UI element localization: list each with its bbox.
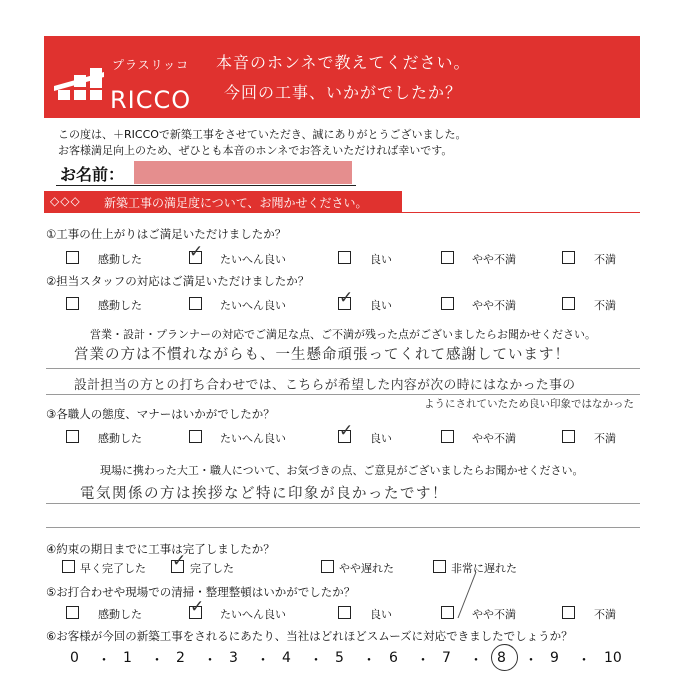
q3-checkbox-4[interactable] — [441, 430, 454, 443]
scale-separator: ・ — [362, 653, 376, 669]
q2-option-2: たいへん良い — [220, 299, 286, 312]
header-banner — [44, 36, 640, 118]
q2-check-mark: ✓ — [339, 288, 354, 308]
scale-separator: ・ — [150, 653, 164, 669]
q1-checkbox-1[interactable] — [66, 251, 79, 264]
q2-option-5: 不満 — [594, 299, 616, 312]
q3-handwritten-line-1: 電気関係の方は挨拶など特に印象が良かったです！ — [80, 486, 448, 502]
q1-option-1: 感動した — [98, 253, 142, 266]
q3-comment-prompt: 現場に携わった大工・職人について、お気づきの点、ご意見がございましたらお聞かせください。 — [100, 464, 584, 477]
section-title: 新築工事の満足度について、お聞かせください。 — [104, 196, 368, 210]
q5-checkbox-1[interactable] — [66, 606, 79, 619]
scale-value-3[interactable]: 3 — [229, 650, 238, 666]
question-3: ③各職人の態度、マナーはいかがでしたか？ — [46, 407, 275, 421]
question-6: ⑥お客様が今回の新築工事をされるにあたり、当社はどれほどスムーズに対応できましたでしょうか？ — [46, 629, 573, 643]
q4-option-4: 非常に遅れた — [451, 562, 517, 575]
name-label: お名前： — [60, 165, 125, 184]
q2-handwritten-line-1: 営業の方は不慣れながらも、一生懸命頑張ってくれて感謝しています！ — [74, 347, 570, 363]
section-header — [44, 191, 402, 213]
logo-kana: プラスリッコ — [112, 58, 190, 72]
q3-option-2: たいへん良い — [220, 432, 286, 445]
q1-option-4: やや不満 — [472, 253, 516, 266]
q3-checkbox-2[interactable] — [189, 430, 202, 443]
q2-checkbox-5[interactable] — [562, 297, 575, 310]
scale-separator: ・ — [577, 653, 591, 669]
q3-check-mark: ✓ — [339, 421, 354, 441]
comment-rule — [46, 527, 640, 528]
scale-value-6[interactable]: 6 — [389, 650, 398, 666]
scale-value-10[interactable]: 10 — [604, 650, 622, 666]
scale-value-2[interactable]: 2 — [176, 650, 185, 666]
q1-checkbox-5[interactable] — [562, 251, 575, 264]
question-5: ⑤お打合わせや現場での清掃・整理整頓はいかがでしたか？ — [46, 585, 356, 599]
scale-value-5[interactable]: 5 — [335, 650, 344, 666]
scale-separator: ・ — [524, 653, 538, 669]
q2-handwritten-line-3: ようにされていたため良い印象ではなかった — [424, 398, 634, 410]
q5-check-mark: ✓ — [190, 597, 205, 617]
q3-option-1: 感動した — [98, 432, 142, 445]
diamond-icon: ◇◇◇ — [50, 194, 81, 208]
q5-option-4: やや不満 — [472, 608, 516, 621]
q2-option-4: やや不満 — [472, 299, 516, 312]
q1-check-mark: ✓ — [189, 242, 204, 262]
intro-line-2: お客様満足向上のため、ぜひとも本音のホンネでお答えいただければ幸いです。 — [58, 144, 453, 157]
q2-option-1: 感動した — [98, 299, 142, 312]
q3-checkbox-5[interactable] — [562, 430, 575, 443]
scale-value-0[interactable]: 0 — [70, 650, 79, 666]
scale-value-1[interactable]: 1 — [123, 650, 132, 666]
q4-checkbox-3[interactable] — [321, 560, 334, 573]
house-logo-icon — [52, 50, 108, 110]
q5-option-5: 不満 — [594, 608, 616, 621]
q4-checkbox-4[interactable] — [433, 560, 446, 573]
banner-title: 本音のホンネで教えてください。 — [216, 53, 471, 72]
comment-rule — [46, 368, 640, 369]
q3-option-5: 不満 — [594, 432, 616, 445]
q4-checkbox-1[interactable] — [62, 560, 75, 573]
q2-comment-prompt: 営業・設計・プランナーの対応でご満足な点、ご不満が残った点がございましたらお聞かせください。 — [90, 328, 596, 341]
q1-option-3: 良い — [370, 253, 392, 266]
ricco-logo — [52, 50, 202, 114]
scale-value-4[interactable]: 4 — [282, 650, 291, 666]
q1-checkbox-4[interactable] — [441, 251, 454, 264]
q4-option-3: やや遅れた — [339, 562, 394, 575]
q2-checkbox-2[interactable] — [189, 297, 202, 310]
scale-separator: ・ — [256, 653, 270, 669]
name-redacted-field — [134, 161, 352, 184]
q2-checkbox-1[interactable] — [66, 297, 79, 310]
q4-option-2: 完了した — [190, 562, 234, 575]
q5-checkbox-3[interactable] — [338, 606, 351, 619]
q1-checkbox-3[interactable] — [338, 251, 351, 264]
logo-wordmark: RICCO — [110, 86, 192, 114]
q2-option-3: 良い — [370, 299, 392, 312]
q4-option-1: 早く完了した — [80, 562, 146, 575]
scale-separator: ・ — [203, 653, 217, 669]
q2-checkbox-4[interactable] — [441, 297, 454, 310]
intro-line-1: この度は、＋RICCOで新築工事をさせていただき、誠にありがとうございました。 — [58, 128, 467, 141]
q5-option-3: 良い — [370, 608, 392, 621]
scale-separator: ・ — [416, 653, 430, 669]
scale-separator: ・ — [97, 653, 111, 669]
pen-stray-stroke — [452, 570, 482, 620]
q3-checkbox-1[interactable] — [66, 430, 79, 443]
q2-handwritten-line-2: 設計担当の方との打ち合わせでは、こちらが希望した内容が次の時にはなかった事の — [74, 378, 576, 393]
section-underline — [44, 212, 640, 213]
comment-rule — [46, 503, 640, 504]
q1-option-2: たいへん良い — [220, 253, 286, 266]
question-2: ②担当スタッフの対応はご満足いただけましたか？ — [46, 274, 310, 288]
q5-option-2: たいへん良い — [220, 608, 286, 621]
scale-value-7[interactable]: 7 — [442, 650, 451, 666]
q3-option-4: やや不満 — [472, 432, 516, 445]
scale-value-8[interactable]: 8 — [497, 650, 506, 666]
q5-option-1: 感動した — [98, 608, 142, 621]
banner-subtitle: 今回の工事、いかがでしたか？ — [224, 83, 463, 102]
q1-option-5: 不満 — [594, 253, 616, 266]
scale-value-9[interactable]: 9 — [550, 650, 559, 666]
q6-selected-circle — [491, 644, 518, 671]
comment-rule — [46, 394, 640, 395]
question-1: ①工事の仕上がりはご満足いただけましたか？ — [46, 227, 287, 241]
q5-checkbox-5[interactable] — [562, 606, 575, 619]
question-4: ④約束の期日までに工事は完了しましたか？ — [46, 542, 275, 556]
q3-option-3: 良い — [370, 432, 392, 445]
scale-separator: ・ — [469, 653, 483, 669]
q4-check-mark: ✓ — [172, 551, 187, 571]
scale-separator: ・ — [309, 653, 323, 669]
name-underline — [56, 185, 356, 186]
